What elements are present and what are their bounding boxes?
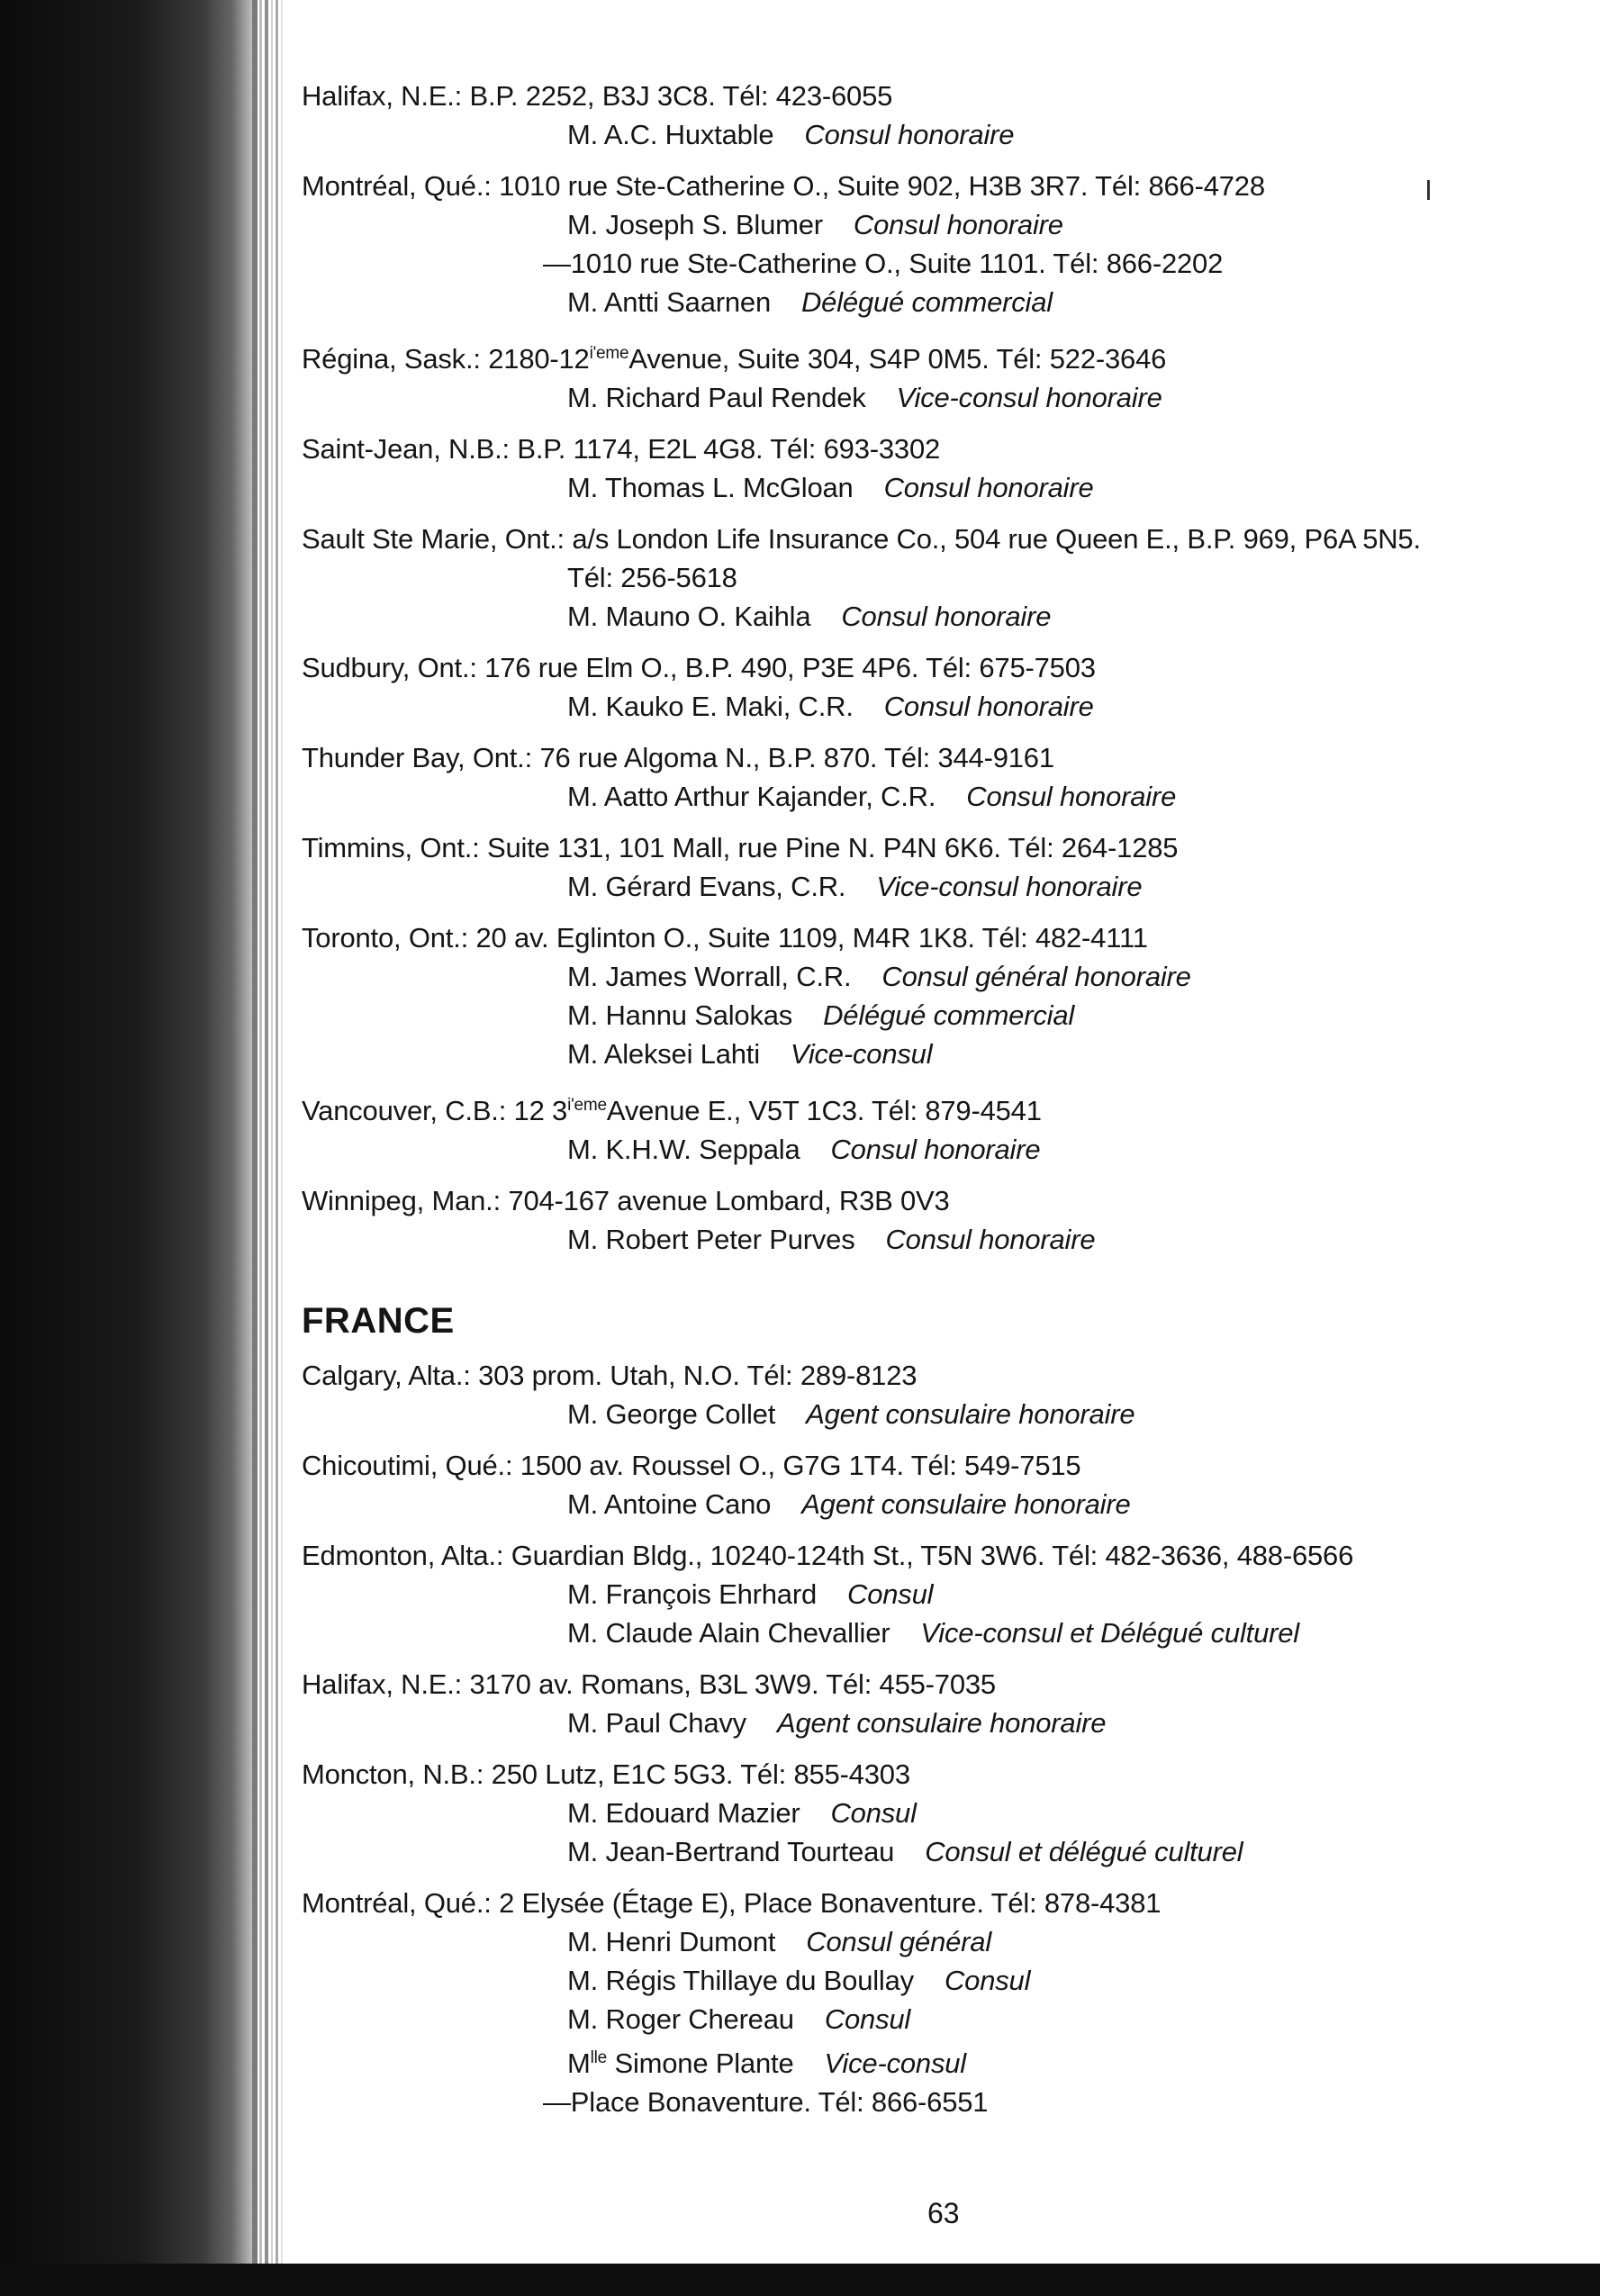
person-row [302,1575,1580,1614]
person-title: Consul honoraire [830,1134,1041,1165]
person-name: M. François Ehrhard [567,1578,818,1610]
scan-streak [281,0,283,2296]
person-title: Consul honoraire [966,781,1177,812]
entry-address: Suite 131, 101 Mall, rue Pine N. P4N 6K6. Tél: 264-1285 [487,832,1179,863]
person-name: M. Roger Chereau [567,2003,794,2035]
person-name: M. Robert Peter Purves [567,1224,855,1255]
entry-address: B.P. 2252, B3J 3C8. Tél: 423-6055 [469,80,893,112]
person-title: Consul honoraire [853,209,1063,240]
entry-place: Edmonton, Alta.: [302,1540,504,1571]
person-name: M. Edouard Mazier [567,1797,800,1829]
person-title: Délégué commercial [823,999,1075,1031]
entry-sub-address: —Place Bonaventure. Tél: 866-6551 [543,2086,989,2118]
entry-calgary [302,1356,1580,1433]
person-name: M. George Collet [567,1398,776,1430]
person-row [302,468,1580,507]
person-title: Consul honoraire [885,1224,1096,1255]
person-name: M. Gérard Evans, C.R. [567,871,846,902]
entry-place: Halifax, N.E.: [302,1668,463,1700]
entry-address: 2 Elysée (Étage E), Place Bonaventure. Tél: 878-4381 [499,1887,1162,1919]
person-row [302,1922,1580,1961]
person-name: M. Richard Paul Rendek [567,382,866,413]
entry-place: Moncton, N.B.: [302,1758,484,1790]
entry-sudbury [302,648,1580,726]
section-heading-france: FRANCE [302,1301,455,1341]
entry-address: Guardian Bldg., 10240-124th St., T5N 3W6. Tél: 482-3636, 488-6566 [511,1540,1354,1571]
entry-address: 704-167 avenue Lombard, R3B 0V3 [508,1185,950,1216]
entry-place: Chicoutimi, Qué.: [302,1450,513,1481]
person-title: Vice-consul honoraire [896,382,1162,413]
person-title: Consul honoraire [804,119,1015,150]
entry-winnipeg [302,1181,1580,1259]
entry-address: 250 Lutz, E1C 5G3. Tél: 855-4303 [491,1758,910,1790]
person-name: M. Hannu Salokas [567,999,793,1031]
person-row [302,2000,1580,2038]
person-row [302,777,1580,816]
person-name: M. Jean-Bertrand Tourteau [567,1836,895,1867]
person-title: Consul [830,1797,917,1829]
person-row [302,1130,1580,1169]
person-name: M. Kauko E. Maki, C.R. [567,691,854,722]
entry-address: 12 3 [513,1095,568,1126]
entry-edmonton [302,1536,1580,1652]
entry-sub-address: —1010 rue Ste-Catherine O., Suite 1101. Tél: 866-2202 [543,248,1224,279]
person-name: M. Antti Saarnen [567,286,771,318]
entry-place: Sudbury, Ont.: [302,652,477,683]
person-title: Délégué commercial [801,286,1053,318]
entry-place: Saint-Jean, N.B.: [302,433,510,465]
entry-montreal [302,167,1580,321]
entry-place: Winnipeg, Man.: [302,1185,501,1216]
honorific-prefix: M [567,2047,591,2079]
entry-place: Thunder Bay, Ont.: [302,742,533,773]
person-title: Consul général honoraire [881,961,1191,992]
entry-halifax-france [302,1665,1580,1742]
person-title: Consul honoraire [883,472,1094,503]
entry-halifax [302,77,1580,154]
person-row [302,1794,1580,1832]
person-row [302,1614,1580,1652]
entry-thunder-bay [302,738,1580,816]
person-name: M. Aleksei Lahti [567,1038,760,1070]
person-name: M. Régis Thillaye du Boullay [567,1965,914,1996]
person-name: M. Henri Dumont [567,1926,776,1957]
person-title: Consul [944,1965,1031,1996]
person-row [302,597,1580,636]
entry-address: 20 av. Eglinton O., Suite 1109, M4R 1K8. Tél: 482-4111 [475,922,1148,954]
person-name: M. K.H.W. Seppala [567,1134,800,1165]
person-row [302,1832,1580,1871]
scan-streak [271,0,273,2296]
entry-place: Sault Ste Marie, Ont.: [302,523,565,555]
scan-streak [259,0,262,2296]
person-row [302,1035,1580,1073]
entry-regina [302,334,1580,417]
person-title: Consul honoraire [883,691,1094,722]
entry-address: Avenue, Suite 304, S4P 0M5. Tél: 522-3646 [628,343,1167,375]
entry-address: Avenue E., V5T 1C3. Tél: 879-4541 [606,1095,1042,1126]
ordinal-superscript: i'eme [589,344,629,363]
entry-address: 176 rue Elm O., B.P. 490, P3E 4P6. Tél: 675-7503 [484,652,1096,683]
person-title: Consul et délégué culturel [925,1836,1243,1867]
entry-address: a/s London Life Insurance Co., 504 rue Queen E., B.P. 969, P6A 5N5. [572,523,1421,555]
person-title: Agent consulaire honoraire [801,1488,1131,1520]
entry-address: 1010 rue Ste-Catherine O., Suite 902, H3B 3R7. Tél: 866-4728 [499,170,1265,202]
entry-address: B.P. 1174, E2L 4G8. Tél: 693-3302 [517,433,941,465]
entry-address: 303 prom. Utah, N.O. Tél: 289-8123 [478,1360,918,1391]
entry-saint-jean [302,429,1580,507]
entry-chicoutimi [302,1446,1580,1523]
entry-address-continued: Tél: 256-5618 [567,562,737,593]
entry-vancouver [302,1086,1580,1169]
person-row [302,1220,1580,1259]
person-row [302,1961,1580,2000]
entry-place: Toronto, Ont.: [302,922,469,954]
scan-bottom-edge [0,2264,1600,2296]
entry-address: 1500 av. Roussel O., G7G 1T4. Tél: 549-7515 [520,1450,1081,1481]
entry-place: Calgary, Alta.: [302,1360,471,1391]
entry-montreal-france [302,1884,1580,2121]
person-title: Vice-consul [790,1038,933,1070]
person-row [302,867,1580,906]
person-row [302,687,1580,726]
entry-address: 2180-12 [488,343,590,375]
person-row [302,1485,1580,1523]
person-row [302,283,1580,321]
person-title: Consul général [806,1926,992,1957]
person-title: Agent consulaire honoraire [776,1707,1107,1739]
person-name: M. A.C. Huxtable [567,119,774,150]
entry-sault-ste-marie [302,520,1580,636]
person-row [302,205,1580,244]
person-title: Consul [847,1578,934,1610]
person-name: M. Claude Alain Chevallier [567,1617,890,1649]
person-name: M. Mauno O. Kaihla [567,601,811,632]
person-title: Vice-consul et Délégué culturel [920,1617,1299,1649]
entry-toronto [302,918,1580,1073]
entry-place: Montréal, Qué.: [302,1887,492,1919]
entry-timmins [302,828,1580,906]
entry-moncton [302,1755,1580,1871]
person-row [302,2038,1580,2083]
person-name: M. Paul Chavy [567,1707,746,1739]
person-name: M. Aatto Arthur Kajander, C.R. [567,781,936,812]
entry-address: 76 rue Algoma N., B.P. 870. Tél: 344-9161 [539,742,1054,773]
directory-page [302,77,1580,2134]
scan-left-shadow [0,0,252,2296]
person-title: Agent consulaire honoraire [806,1398,1135,1430]
person-name: M. Antoine Cano [567,1488,772,1520]
person-name [567,2038,794,2083]
person-name: M. Joseph S. Blumer [567,209,823,240]
person-title: Consul honoraire [841,601,1052,632]
person-row [302,957,1580,996]
entry-place: Vancouver, C.B.: [302,1095,507,1126]
person-row [302,1704,1580,1742]
person-row [302,1395,1580,1433]
person-name-text: Simone Plante [614,2047,794,2079]
person-title: Vice-consul honoraire [876,871,1143,902]
page-number: 63 [927,2197,960,2229]
person-title: Vice-consul [824,2047,966,2079]
entry-place: Timmins, Ont.: [302,832,480,863]
honorific-superscript: lle [590,2048,608,2067]
entry-place: Montréal, Qué.: [302,170,492,202]
entry-place: Halifax, N.E.: [302,80,463,112]
ordinal-superscript: i'eme [567,1096,607,1115]
person-title: Consul [824,2003,911,2035]
person-row [302,996,1580,1035]
scan-streak [252,0,258,2296]
entry-place: Régina, Sask.: [302,343,481,375]
entry-address: 3170 av. Romans, B3L 3W9. Tél: 455-7035 [469,1668,996,1700]
person-name: M. James Worrall, C.R. [567,961,852,992]
scan-streak [265,0,268,2296]
person-row [302,115,1580,154]
scan-streak [276,0,278,2296]
person-name: M. Thomas L. McGloan [567,472,854,503]
person-row [302,378,1580,417]
